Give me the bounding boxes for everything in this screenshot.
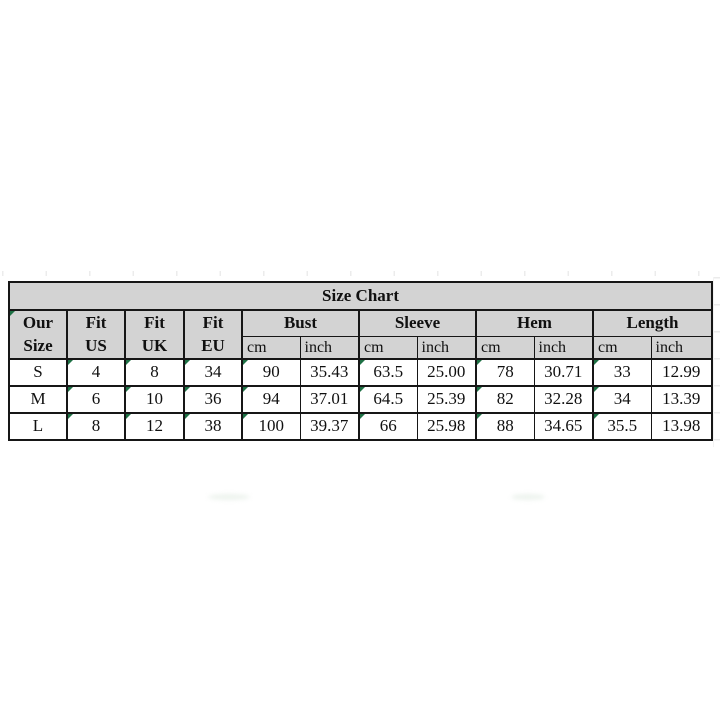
cell-l-bust-cm: 100 xyxy=(242,413,300,440)
table-row-s xyxy=(9,359,712,386)
cell-m-hem-inch: 32.28 xyxy=(534,386,593,413)
error-indicator-icon xyxy=(243,387,248,392)
title-row xyxy=(9,282,712,310)
faint-gridline-ticks-right xyxy=(713,277,720,447)
unit-hem-cm: cm xyxy=(476,336,534,359)
cell-s-fit-us: 4 xyxy=(67,359,125,386)
cell-l-sleeve-inch: 25.98 xyxy=(417,413,476,440)
cell-s-hem-inch: 30.71 xyxy=(534,359,593,386)
error-indicator-icon xyxy=(243,360,248,365)
cell-m-sleeve-cm: 64.5 xyxy=(359,386,417,413)
cell-s-hem-cm: 78 xyxy=(476,359,534,386)
cell-m-length-cm: 34 xyxy=(593,386,651,413)
header-sleeve: Sleeve xyxy=(359,310,476,336)
error-indicator-icon xyxy=(126,360,131,365)
cell-s-fit-uk: 8 xyxy=(125,359,184,386)
error-indicator-icon xyxy=(185,360,190,365)
size-chart-table xyxy=(8,281,713,441)
cell-l-length-cm: 35.5 xyxy=(593,413,651,440)
cell-m-fit-uk: 10 xyxy=(125,386,184,413)
cell-s-fit-eu: 34 xyxy=(184,359,242,386)
table-row-m xyxy=(9,386,712,413)
cell-m-fit-us: 6 xyxy=(67,386,125,413)
cell-s-size: S xyxy=(9,359,67,386)
header-our-size: Our Size xyxy=(9,310,67,359)
cell-l-bust-inch: 39.37 xyxy=(300,413,359,440)
watermark-smudge xyxy=(511,494,545,500)
cell-m-length-inch: 13.39 xyxy=(651,386,712,413)
error-indicator-icon xyxy=(68,360,73,365)
unit-length-inch: inch xyxy=(651,336,712,359)
cell-s-sleeve-inch: 25.00 xyxy=(417,359,476,386)
cell-m-size: M xyxy=(9,386,67,413)
error-indicator-icon xyxy=(477,387,482,392)
cell-l-length-inch: 13.98 xyxy=(651,413,712,440)
cell-l-fit-us: 8 xyxy=(67,413,125,440)
watermark-smudge xyxy=(208,494,250,500)
error-indicator-icon xyxy=(185,387,190,392)
error-indicator-icon xyxy=(126,387,131,392)
error-indicator-icon xyxy=(477,414,482,419)
error-indicator-icon xyxy=(594,360,599,365)
cell-s-bust-cm: 90 xyxy=(242,359,300,386)
error-indicator-icon xyxy=(360,414,365,419)
header-fit-us: Fit US xyxy=(67,310,125,359)
table-title: Size Chart xyxy=(9,282,712,310)
cell-l-fit-uk: 12 xyxy=(125,413,184,440)
unit-sleeve-cm: cm xyxy=(359,336,417,359)
cell-l-size: L xyxy=(9,413,67,440)
error-indicator-icon xyxy=(10,311,15,316)
error-indicator-icon xyxy=(594,414,599,419)
cell-s-sleeve-cm: 63.5 xyxy=(359,359,417,386)
unit-bust-inch: inch xyxy=(300,336,359,359)
cell-s-bust-inch: 35.43 xyxy=(300,359,359,386)
cell-l-hem-cm: 88 xyxy=(476,413,534,440)
header-length: Length xyxy=(593,310,712,336)
faint-gridline-ticks-top xyxy=(2,271,716,276)
cell-m-bust-cm: 94 xyxy=(242,386,300,413)
cell-s-length-inch: 12.99 xyxy=(651,359,712,386)
cell-l-fit-eu: 38 xyxy=(184,413,242,440)
header-row-groups xyxy=(9,310,712,336)
header-fit-eu: Fit EU xyxy=(184,310,242,359)
unit-bust-cm: cm xyxy=(242,336,300,359)
header-bust: Bust xyxy=(242,310,359,336)
unit-length-cm: cm xyxy=(593,336,651,359)
error-indicator-icon xyxy=(126,414,131,419)
cell-m-sleeve-inch: 25.39 xyxy=(417,386,476,413)
cell-m-fit-eu: 36 xyxy=(184,386,242,413)
error-indicator-icon xyxy=(477,360,482,365)
error-indicator-icon xyxy=(185,414,190,419)
cell-m-bust-inch: 37.01 xyxy=(300,386,359,413)
unit-sleeve-inch: inch xyxy=(417,336,476,359)
unit-hem-inch: inch xyxy=(534,336,593,359)
header-fit-uk: Fit UK xyxy=(125,310,184,359)
header-hem: Hem xyxy=(476,310,593,336)
cell-l-hem-inch: 34.65 xyxy=(534,413,593,440)
cell-m-hem-cm: 82 xyxy=(476,386,534,413)
error-indicator-icon xyxy=(243,414,248,419)
cell-s-length-cm: 33 xyxy=(593,359,651,386)
error-indicator-icon xyxy=(594,387,599,392)
error-indicator-icon xyxy=(68,414,73,419)
error-indicator-icon xyxy=(360,360,365,365)
table-row-l xyxy=(9,413,712,440)
error-indicator-icon xyxy=(68,387,73,392)
error-indicator-icon xyxy=(360,387,365,392)
cell-l-sleeve-cm: 66 xyxy=(359,413,417,440)
